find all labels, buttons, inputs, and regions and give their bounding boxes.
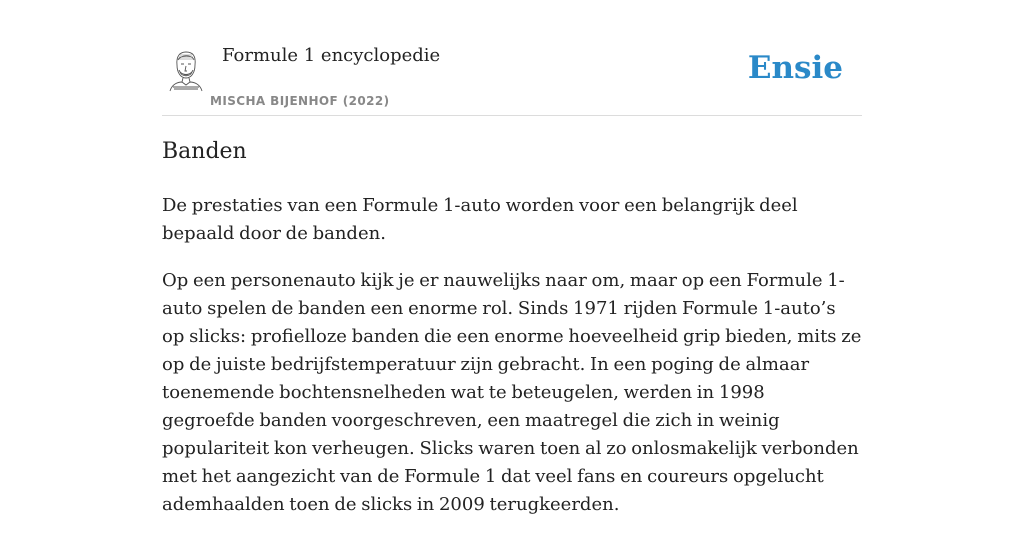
- paragraph-2: Op een personenauto kijk je er nauwelijks naar om, maar op een Formule 1-auto spelen de banden een enorme rol. Sinds 1971 rijden Formule 1-auto’s op slicks: profielloze banden die een enorme hoeveelheid grip bieden, mits ze op de juiste bedrijfstemperatuur zijn gebracht. In een poging de almaar toenemende bochtensnelheden wat te beteugelen, werden in 1998 gegroefde banden voorgeschreven, een maatregel die zich in weinig populariteit kon verheugen. Slicks waren toen al zo onlosmakelijk verbonden met het aangezicht van de Formule 1 dat veel fans en coureurs opgelucht ademhaalden toen de slicks in 2009 terugkeerden.: [162, 270, 862, 515]
- author-avatar-icon[interactable]: [166, 48, 206, 92]
- header: [162, 0, 862, 116]
- author-label[interactable]: MISCHA BIJENHOF (2022): [210, 94, 390, 108]
- article-title: Banden: [162, 139, 247, 164]
- article-body: [162, 192, 862, 538]
- paragraph-1: De prestaties van een Formule 1-auto worden voor een belangrijk deel bepaald door de banden.: [162, 195, 798, 244]
- page: [162, 0, 862, 515]
- book-title[interactable]: Formule 1 encyclopedie: [222, 45, 441, 66]
- ensie-logo[interactable]: Ensie: [747, 50, 843, 86]
